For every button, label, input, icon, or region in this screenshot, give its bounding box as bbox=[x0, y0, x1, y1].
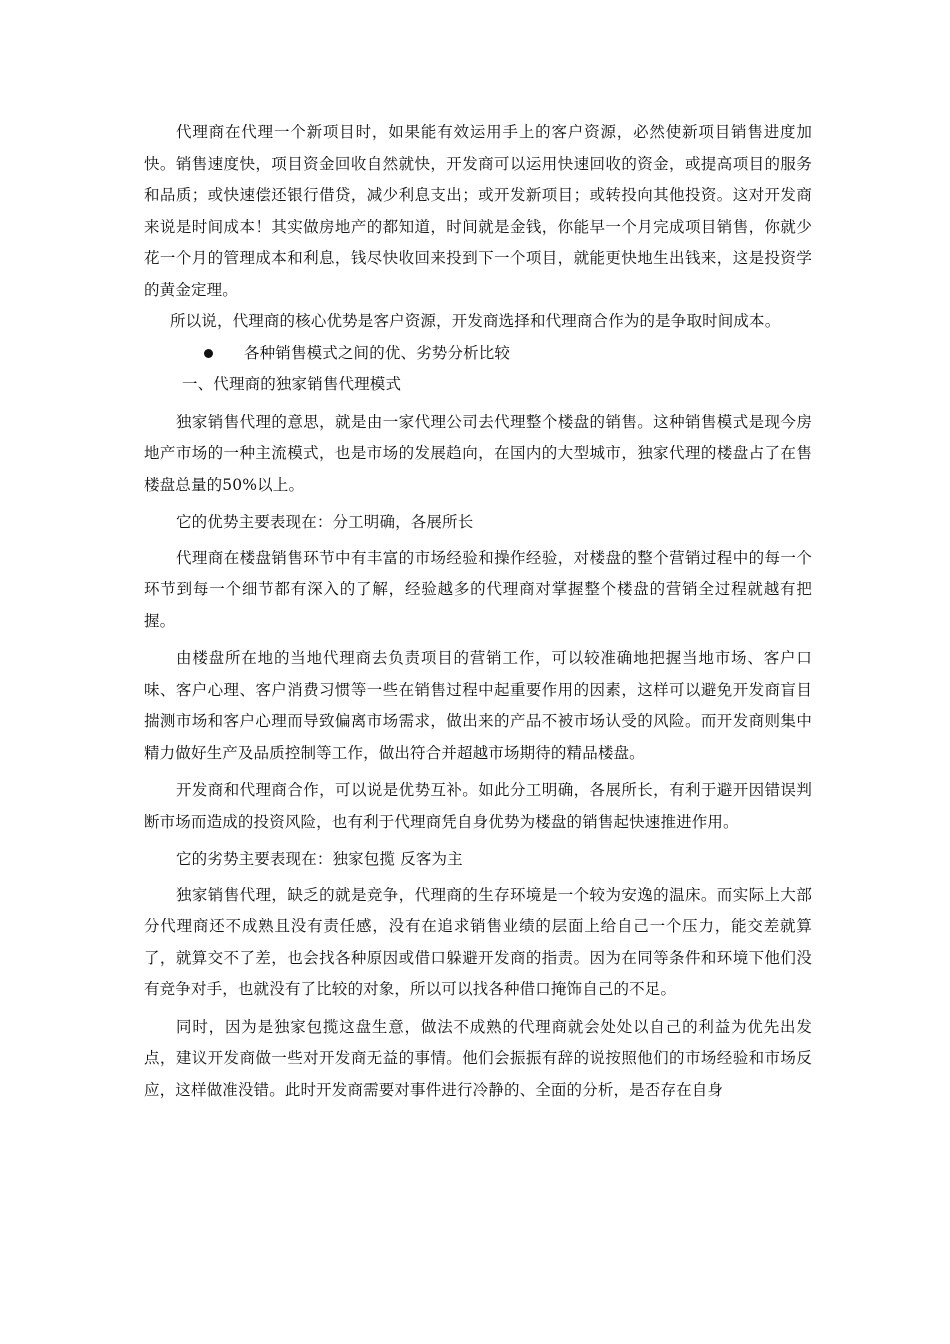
paragraph-advantage-heading: 它的优势主要表现在：分工明确，各展所长 bbox=[176, 513, 474, 531]
paragraph-agency-experience: 代理商在楼盘销售环节中有丰富的市场经验和操作经验，对楼盘的整个营销过程中的每一个环节到每一个细节都有深入的了解，经验越多的代理商对掌握整个楼盘的营销全过程就越有把握。 bbox=[144, 548, 812, 630]
bullet-item-label: 各种销售模式之间的优、劣势分析比较 bbox=[244, 343, 511, 362]
bullet-dot-icon bbox=[204, 349, 213, 358]
paragraph-local-agency: 由楼盘所在地的当地代理商去负责项目的营销工作，可以较准确地把握当地市场、客户口味、客户心理、客户消费习惯等一些在销售过程中起重要作用的因素，这样可以避免开发商盲目揣测市场和客户心理而导致偏离市场需求，做出来的产品不被市场认受的风险。而开发商则集中精力做好生产及品质控制等工作，做出符合并超越市场期待的精品楼盘。 bbox=[144, 649, 812, 762]
paragraph-complementary: 开发商和代理商合作，可以说是优势互补。如此分工明确，各展所长，有利于避开因错误判断市场而造成的投资风险，也有利于代理商凭自身优势为楼盘的销售起快速推进作用。 bbox=[144, 781, 812, 831]
bullet-item-comparison bbox=[144, 338, 812, 370]
document-body bbox=[144, 117, 812, 1106]
paragraph-core-advantage: 所以说，代理商的核心优势是客户资源，开发商选择和代理商合作为的是争取时间成本。 bbox=[170, 312, 781, 330]
paragraph-disadvantage-heading: 它的劣势主要表现在：独家包揽 反客为主 bbox=[176, 850, 463, 868]
section-heading-exclusive-agency: 一、代理商的独家销售代理模式 bbox=[182, 375, 402, 393]
paragraph-self-interest: 同时，因为是独家包揽这盘生意，做法不成熟的代理商就会处处以自己的利益为优先出发点，建议开发商做一些对开发商无益的事情。他们会振振有辞的说按照他们的市场经验和市场反应，这样做准没错。此时开发商需要对事件进行冷静的、全面的分析，是否存在自身 bbox=[144, 1017, 812, 1099]
paragraph-exclusive-definition: 独家销售代理的意思，就是由一家代理公司去代理整个楼盘的销售。这种销售模式是现今房地产市场的一种主流模式，也是市场的发展趋向，在国内的大型城市，独家代理的楼盘占了在售楼盘总量的50%以上。 bbox=[144, 412, 812, 494]
paragraph-lack-of-competition: 独家销售代理，缺乏的就是竞争，代理商的生存环境是一个较为安逸的温床。而实际上大部分代理商还不成熟且没有责任感，没有在追求销售业绩的层面上给自己一个压力，能交差就算了，就算交不了差，也会找各种原因或借口躲避开发商的指责。因为在同等条件和环境下他们没有竞争对手，也就没有了比较的对象，所以可以找各种借口掩饰自己的不足。 bbox=[144, 885, 812, 998]
paragraph-client-resources: 代理商在代理一个新项目时，如果能有效运用手上的客户资源，必然使新项目销售进度加快。销售速度快，项目资金回收自然就快，开发商可以运用快速回收的资金，或提高项目的服务和品质；或快速偿还银行借贷，减少利息支出；或开发新项目；或转投向其他投资。这对开发商来说是时间成本！其实做房地产的都知道，时间就是金钱，你能早一个月完成项目销售，你就少花一个月的管理成本和利息，钱尽快收回来投到下一个项目，就能更快地生出钱来，这是投资学的黄金定理。 bbox=[144, 123, 812, 299]
